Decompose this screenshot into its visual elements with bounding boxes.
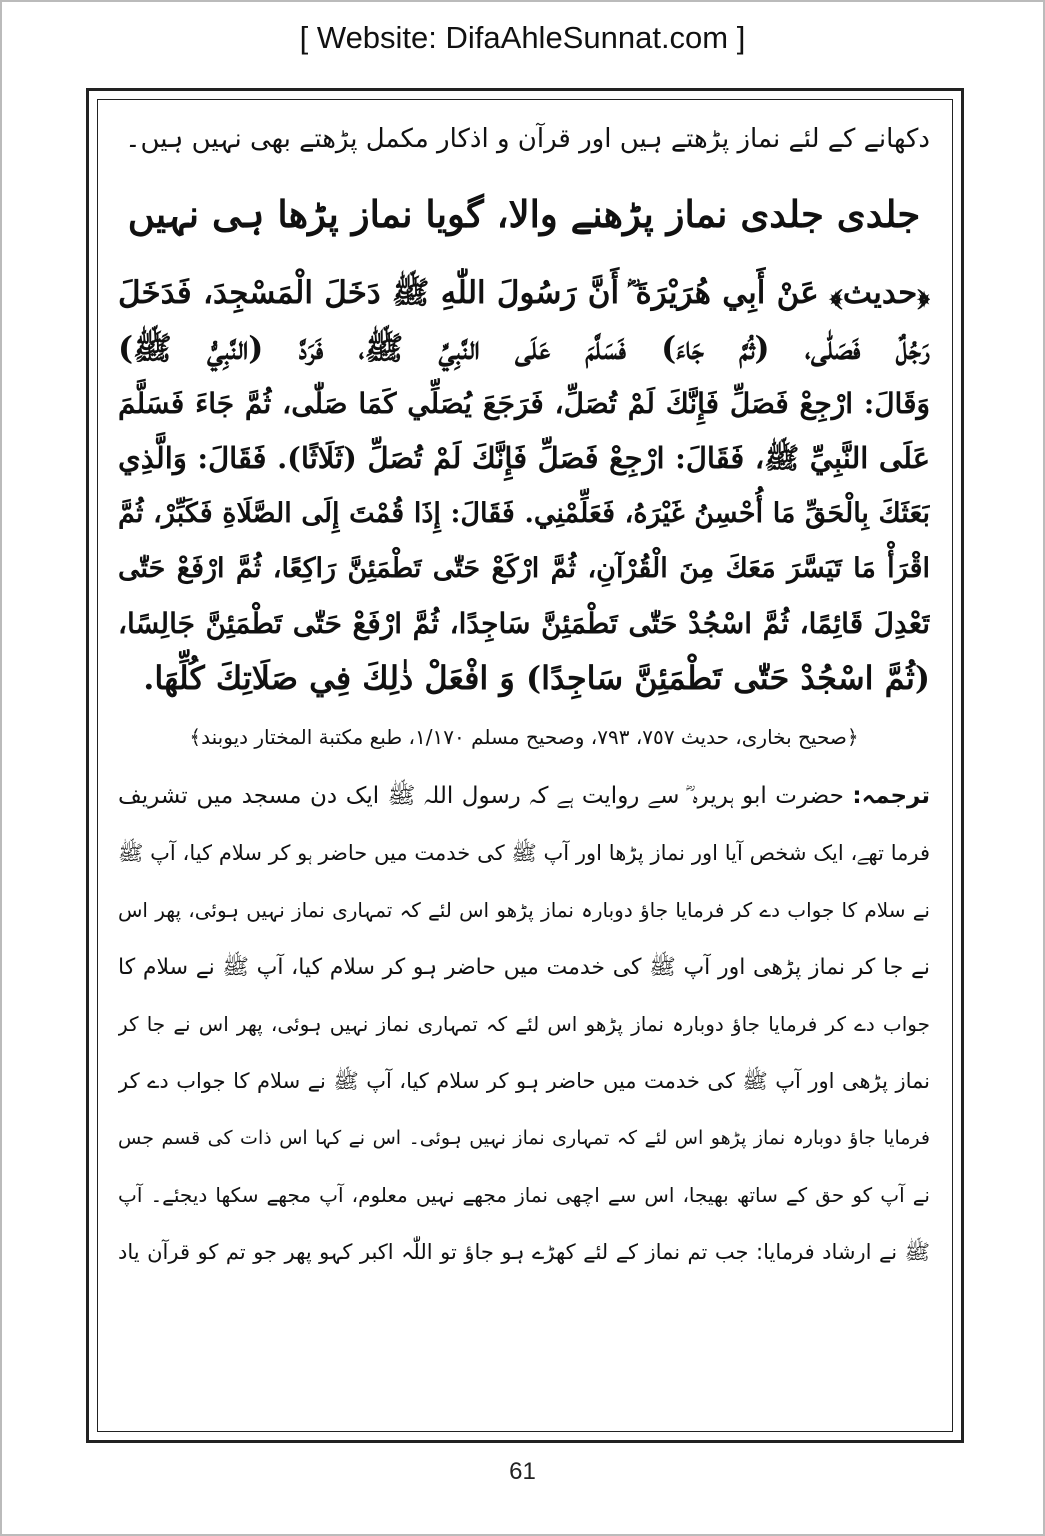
hadith-line: بَعَثَكَ بِالْحَقِّ مَا أُحْسِنُ غَيْرَهُ، فَعَلِّمْنِي. فَقَالَ: إِذَا قُمْتَ إِلَى الصَّلَاةِ فَكَبِّرْ، ثُمَّ bbox=[118, 498, 930, 529]
hadith-arabic-text bbox=[118, 266, 930, 706]
hadith-line: عَلَى النَّبِيِّ ﷺ، فَقَالَ: ارْجِعْ فَصَلِّ فَإِنَّكَ لَمْ تُصَلِّ (ثَلَاثًا). فَقَالَ: وَالَّذِي bbox=[118, 441, 930, 475]
intro-line: دکھانے کے لئے نماز پڑھتے ہیں اور قرآن و اذکار مکمل پڑھتے بھی نہیں ہیں۔ bbox=[125, 124, 930, 154]
urdu-translation bbox=[118, 768, 930, 1281]
section-title: جلدی جلدی نماز پڑھنے والا، گویا نماز پڑھا ہی نہیں bbox=[127, 192, 921, 236]
translation-label: ترجمہ: bbox=[852, 783, 930, 809]
translation-line: نے آپ کو حق کے ساتھ بھیجا، اس سے اچھی نماز مجھے نہیں معلوم، آپ مجھے سکھا دیجئے۔ آپ bbox=[118, 1183, 930, 1207]
translation-line: جواب دے کر فرمایا جاؤ دوبارہ نماز پڑھو اس لئے کہ تمہاری نماز نہیں ہوئی، پھر اس نے جا کر bbox=[118, 1012, 930, 1036]
translation-line: ﷺ نے ارشاد فرمایا: جب تم نماز کے لئے کھڑے ہو جاؤ تو اللّٰہ اکبر کہو پھر جو تم کو قرآن یاد bbox=[118, 1240, 930, 1264]
hadith-reference: ﴿صحيح بخاری، حديث ٧٥٧، ٧٩٣، وصحيح مسلم ١/١٧٠، طبع مكتبة المختار ديوبند﴾ bbox=[189, 725, 859, 749]
page-number: 61 bbox=[509, 1458, 536, 1485]
translation-line: نے جا کر نماز پڑھی اور آپ ﷺ کی خدمت میں حاضر ہو کر سلام کیا، آپ ﷺ نے سلام کا bbox=[118, 955, 930, 980]
translation-line: فرما تھے، ایک شخص آیا اور نماز پڑھا اور آپ ﷺ کی خدمت میں حاضر ہو کر سلام کیا، آپ ﷺ bbox=[118, 841, 930, 865]
translation-line: نے سلام کا جواب دے کر فرمایا جاؤ دوبارہ نماز پڑھو اس لئے کہ تمہاری نماز نہیں ہوئی، پھر اس bbox=[118, 898, 930, 922]
hadith-line: ﴿حديث﴾ عَنْ أَبِي هُرَيْرَةَ ؓ أَنَّ رَسُولَ اللّٰهِ ﷺ دَخَلَ الْمَسْجِدَ، فَدَخَلَ bbox=[118, 275, 930, 311]
hadith-line: تَعْدِلَ قَائِمًا، ثُمَّ اسْجُدْ حَتّٰى تَطْمَئِنَّ سَاجِدًا، ثُمَّ ارْفَعْ حَتّٰى تَطْمَئِنَّ جَالِسًا، bbox=[118, 607, 930, 640]
hadith-line: رَجُلٌ فَصَلّٰى، (ثُمَّ جَاءَ) فَسَلَّمَ عَلَى النَّبِيِّ ﷺ، فَرَدَّ (النَّبِيُّ ﷺ) bbox=[118, 329, 930, 367]
translation-line: نماز پڑھی اور آپ ﷺ کی خدمت میں حاضر ہو کر سلام کیا، آپ ﷺ نے سلام کا جواب دے کر bbox=[118, 1069, 930, 1093]
page-content bbox=[118, 112, 930, 1422]
translation-line bbox=[118, 768, 930, 825]
hadith-line: اقْرَأْ مَا تَيَسَّرَ مَعَكَ مِنَ الْقُرْآنِ، ثُمَّ ارْكَعْ حَتّٰى تَطْمَئِنَّ رَاكِعًا، ثُمَّ ارْفَعْ حَتّٰى bbox=[118, 553, 930, 584]
hadith-line: (ثُمَّ اسْجُدْ حَتّٰى تَطْمَئِنَّ سَاجِدًا) وَ افْعَلْ ذٰلِكَ فِي صَلَاتِكَ كُلِّهَا. bbox=[143, 659, 930, 697]
website-header: [ Website: DifaAhleSunnat.com ] bbox=[299, 20, 746, 55]
translation-line: فرمایا جاؤ دوبارہ نماز پڑھو اس لئے کہ تمہاری نماز نہیں ہوئی۔ اس نے کہا اس ذات کی قسم جس bbox=[118, 1127, 930, 1149]
hadith-line: وَقَالَ: ارْجِعْ فَصَلِّ فَإِنَّكَ لَمْ تُصَلِّ، فَرَجَعَ يُصَلِّي كَمَا صَلّٰى، ثُمَّ جَاءَ فَسَلَّمَ bbox=[118, 387, 930, 420]
translation-line-text: حضرت ابو ہریرہ ؓ سے روایت ہے کہ رسول اللہ ﷺ ایک دن مسجد میں تشریف bbox=[118, 783, 844, 809]
